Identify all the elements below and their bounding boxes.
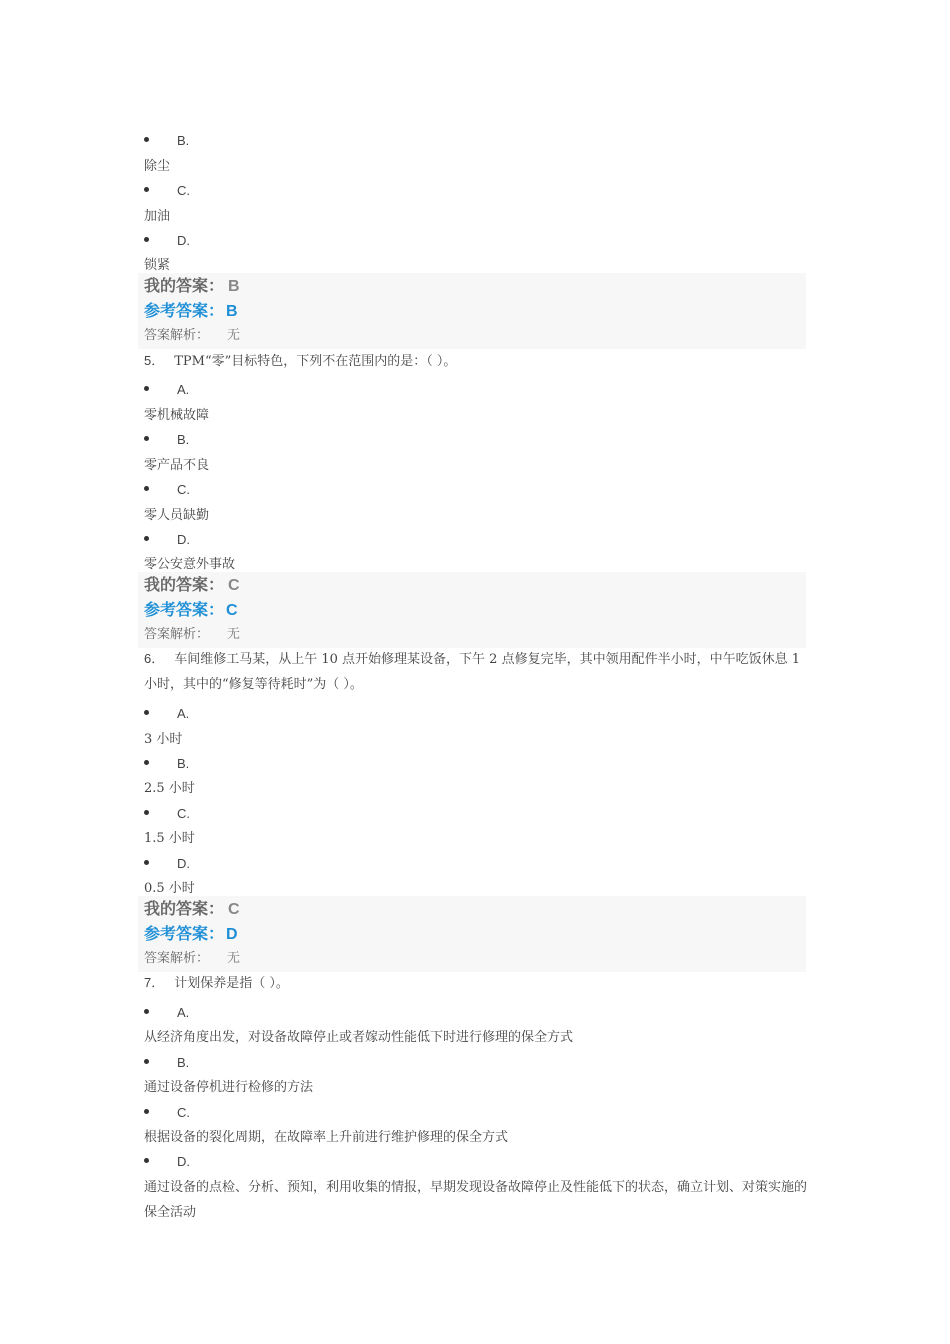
my-answer-value: B (228, 278, 240, 295)
answer-explanation: 答案解析： 无 (144, 951, 241, 966)
bullet-icon (144, 860, 149, 865)
option-text: 从经济角度出发，对设备故障停止或者嫁动性能低下时进行修理的保全方式 (144, 1030, 574, 1045)
option-text: 3 小时 (144, 732, 183, 747)
option-text: 1.5 小时 (144, 831, 195, 846)
option-text: 零公安意外事故 (144, 557, 236, 572)
bullet-icon (144, 710, 149, 715)
my-answer-value: C (228, 577, 240, 594)
reference-answer: 参考答案： D (144, 924, 238, 943)
option-text: 加油 (144, 209, 171, 224)
answer-explanation: 答案解析： 无 (144, 627, 241, 642)
bullet-icon (144, 760, 149, 765)
bullet-icon (144, 1059, 149, 1064)
my-answer: 我的答案： B (144, 276, 240, 295)
option-text: 锁紧 (144, 258, 171, 273)
bullet-icon (144, 1158, 149, 1163)
bullet-icon (144, 1109, 149, 1114)
option-text: 零人员缺勤 (144, 508, 210, 523)
bullet-icon (144, 436, 149, 441)
option-text: 除尘 (144, 159, 171, 174)
my-answer: 我的答案： C (144, 899, 240, 918)
option-text: 0.5 小时 (144, 881, 195, 896)
reference-answer: 参考答案： B (144, 301, 238, 320)
question-6: 6． 车间维修工马某，从上午 10 点开始修理某设备，下午 2 点修复完毕，其中领用配件半小时，中午吃饭休息 1 小时，其中的“修复等待耗时”为（ ）。 (144, 651, 800, 692)
bullet-icon (144, 1009, 149, 1014)
question-7: 7． 计划保养是指（ ）。 (144, 975, 289, 991)
option-text: 根据设备的裂化周期，在故障率上升前进行维护修理的保全方式 (144, 1130, 509, 1145)
bullet-icon (144, 536, 149, 541)
bullet-icon (144, 137, 149, 142)
bullet-icon (144, 237, 149, 242)
option-text: 通过设备停机进行检修的方法 (144, 1080, 314, 1095)
my-answer: 我的答案： C (144, 575, 240, 594)
reference-answer-value: D (226, 926, 238, 943)
option-text: 通过设备的点检、分析、预知，利用收集的情报，早期发现设备故障停止及性能低下的状态，确立计划、对策实施的保全活动 (144, 1180, 808, 1220)
reference-answer-value: C (226, 602, 238, 619)
option-text: 2.5 小时 (144, 781, 195, 796)
reference-answer: 参考答案： C (144, 600, 238, 619)
bullet-icon (144, 187, 149, 192)
bullet-icon (144, 810, 149, 815)
reference-answer-value: B (226, 303, 238, 320)
my-answer-value: C (228, 901, 240, 918)
question-5: 5． TPM“零”目标特色，下列不在范围内的是：（ ）。 (144, 353, 457, 369)
option-text: 零机械故障 (144, 408, 210, 423)
answer-explanation: 答案解析： 无 (144, 328, 241, 343)
bullet-icon (144, 386, 149, 391)
bullet-icon (144, 486, 149, 491)
option-text: 零产品不良 (144, 458, 210, 473)
